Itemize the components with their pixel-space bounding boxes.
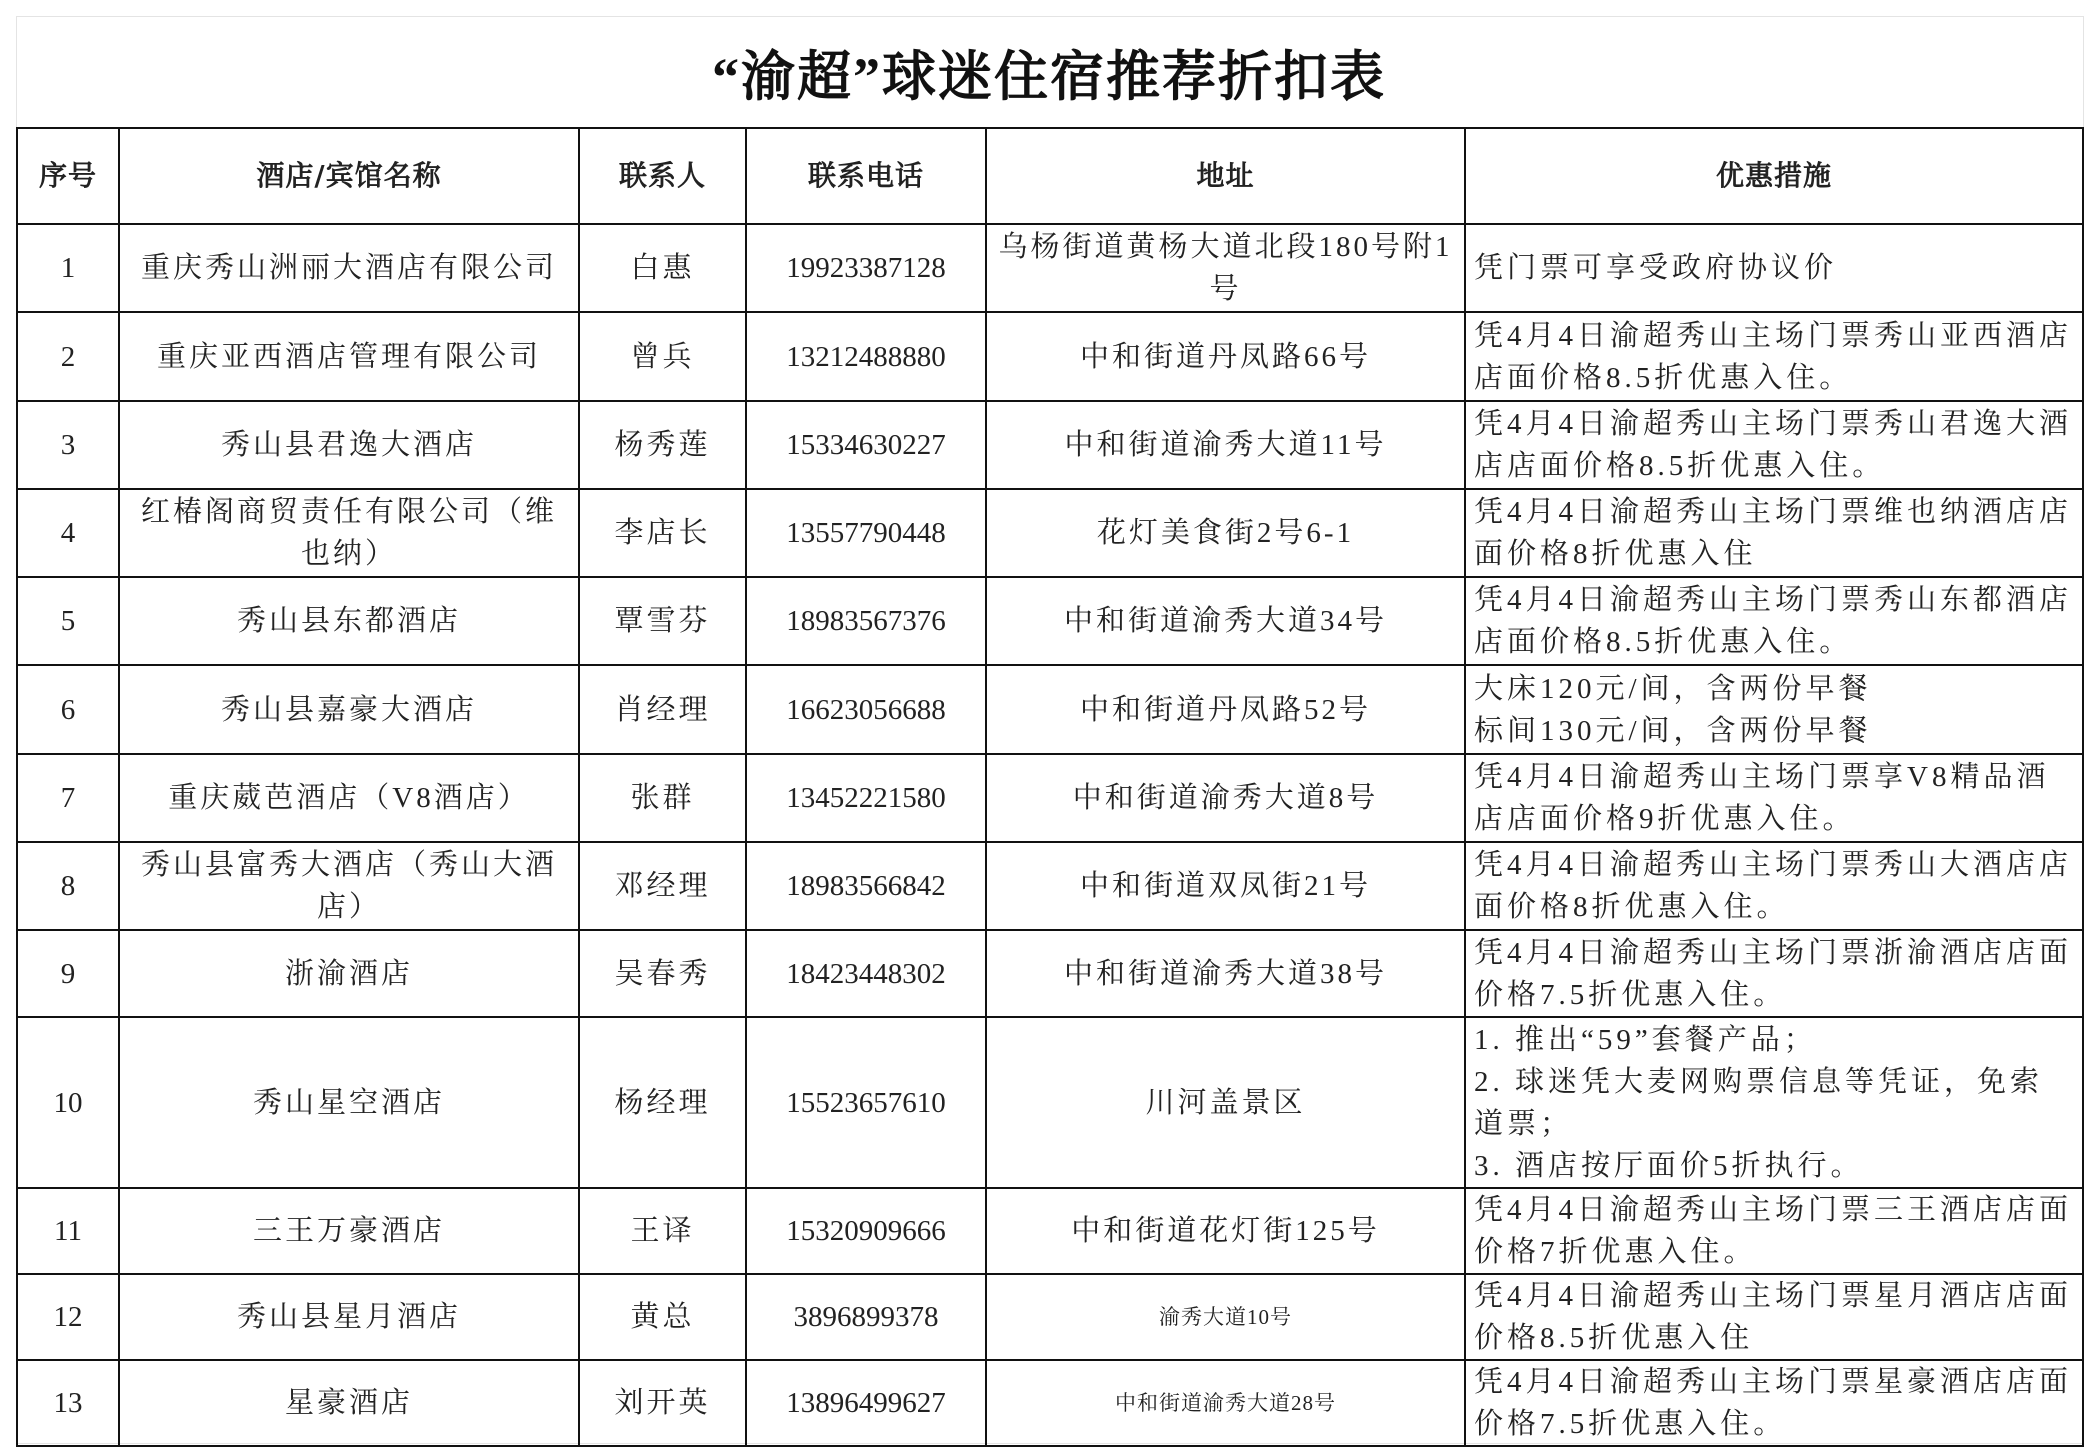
table-row (17, 489, 2083, 577)
contact-person: 白惠 (579, 224, 746, 312)
row-number: 6 (17, 665, 119, 754)
hotel-name: 星豪酒店 (119, 1360, 579, 1446)
discount-line: 凭4月4日渝超秀山主场门票星豪酒店店面价格7.5折优惠入住。 (1474, 1366, 2073, 1440)
contact-person: 邓经理 (579, 842, 746, 930)
table-row (17, 1274, 2083, 1360)
row-number: 7 (17, 754, 119, 842)
discount-line: 凭4月4日渝超秀山主场门票星月酒店店面价格8.5折优惠入住 (1474, 1280, 2073, 1354)
hotel-name: 秀山县富秀大酒店（秀山大酒店） (119, 842, 579, 930)
discount-measures (1465, 930, 2083, 1017)
phone-number: 15320909666 (746, 1188, 986, 1274)
discount-line: 3. 酒店按厅面价5折执行。 (1474, 1149, 1864, 1182)
row-number: 12 (17, 1274, 119, 1360)
address: 中和街道渝秀大道11号 (986, 401, 1465, 489)
phone-number: 13896499627 (746, 1360, 986, 1446)
contact-person: 张群 (579, 754, 746, 842)
phone-number: 13557790448 (746, 489, 986, 577)
discount-measures (1465, 754, 2083, 842)
contact-person: 刘开英 (579, 1360, 746, 1446)
header-no: 序号 (17, 128, 119, 224)
address: 川河盖景区 (986, 1017, 1465, 1188)
address: 中和街道渝秀大道34号 (986, 577, 1465, 665)
hotel-name: 秀山县东都酒店 (119, 577, 579, 665)
hotel-name: 秀山县嘉豪大酒店 (119, 665, 579, 754)
phone-number: 15523657610 (746, 1017, 986, 1188)
hotel-name: 重庆亚西酒店管理有限公司 (119, 312, 579, 401)
phone-number: 13452221580 (746, 754, 986, 842)
table-row (17, 1017, 2083, 1188)
header-discount: 优惠措施 (1465, 128, 2083, 224)
table-row (17, 930, 2083, 1017)
discount-line: 凭4月4日渝超秀山主场门票维也纳酒店店面价格8折优惠入住 (1474, 496, 2073, 570)
address: 中和街道渝秀大道38号 (986, 930, 1465, 1017)
discount-line: 凭4月4日渝超秀山主场门票秀山大酒店店面价格8折优惠入住。 (1474, 849, 2073, 923)
address: 花灯美食街2号6-1 (986, 489, 1465, 577)
discount-line: 凭门票可享受政府协议价 (1474, 252, 1838, 284)
row-number: 10 (17, 1017, 119, 1188)
discount-measures (1465, 1188, 2083, 1274)
phone-number: 3896899378 (746, 1274, 986, 1360)
table-row (17, 401, 2083, 489)
discount-measures (1465, 401, 2083, 489)
address: 乌杨街道黄杨大道北段180号附1号 (986, 224, 1465, 312)
hotel-discount-table (16, 127, 2084, 1447)
hotel-name: 秀山星空酒店 (119, 1017, 579, 1188)
table-row (17, 665, 2083, 754)
hotel-name: 秀山县星月酒店 (119, 1274, 579, 1360)
address: 中和街道丹凤路66号 (986, 312, 1465, 401)
discount-measures (1465, 665, 2083, 754)
contact-person: 黄总 (579, 1274, 746, 1360)
contact-person: 李店长 (579, 489, 746, 577)
discount-line: 标间130元/间，含两份早餐 (1474, 714, 1872, 747)
hotel-name: 重庆秀山洲丽大酒店有限公司 (119, 224, 579, 312)
discount-measures (1465, 1017, 2083, 1188)
table-row (17, 1188, 2083, 1274)
phone-number: 15334630227 (746, 401, 986, 489)
table-row (17, 224, 2083, 312)
contact-person: 肖经理 (579, 665, 746, 754)
table-row (17, 754, 2083, 842)
discount-line: 大床120元/间，含两份早餐 (1474, 672, 1872, 705)
row-number: 11 (17, 1188, 119, 1274)
phone-number: 18983566842 (746, 842, 986, 930)
hotel-name: 红椿阁商贸责任有限公司（维也纳） (119, 489, 579, 577)
discount-measures (1465, 577, 2083, 665)
header-phone: 联系电话 (746, 128, 986, 224)
address: 中和街道双凤街21号 (986, 842, 1465, 930)
page-title: “渝超”球迷住宿推荐折扣表 (712, 46, 1386, 107)
contact-person: 杨秀莲 (579, 401, 746, 489)
hotel-name: 秀山县君逸大酒店 (119, 401, 579, 489)
table-row (17, 1360, 2083, 1446)
table-row (17, 312, 2083, 401)
discount-measures (1465, 489, 2083, 577)
discount-measures (1465, 224, 2083, 312)
discount-line: 凭4月4日渝超秀山主场门票享V8精品酒店店面价格9折优惠入住。 (1474, 761, 2050, 835)
address: 中和街道渝秀大道28号 (986, 1360, 1465, 1446)
row-number: 5 (17, 577, 119, 665)
header-hotel-name: 酒店/宾馆名称 (119, 128, 579, 224)
row-number: 1 (17, 224, 119, 312)
contact-person: 王译 (579, 1188, 746, 1274)
hotel-name: 三王万豪酒店 (119, 1188, 579, 1274)
address: 中和街道花灯街125号 (986, 1188, 1465, 1274)
row-number: 8 (17, 842, 119, 930)
row-number: 9 (17, 930, 119, 1017)
table-row (17, 842, 2083, 930)
contact-person: 曾兵 (579, 312, 746, 401)
discount-line: 1. 推出“59”套餐产品； (1474, 1023, 1817, 1056)
discount-line: 凭4月4日渝超秀山主场门票秀山君逸大酒店店面价格8.5折优惠入住。 (1474, 408, 2073, 482)
address: 渝秀大道10号 (986, 1274, 1465, 1360)
discount-line: 凭4月4日渝超秀山主场门票浙渝酒店店面价格7.5折优惠入住。 (1474, 936, 2073, 1011)
row-number: 13 (17, 1360, 119, 1446)
phone-number: 16623056688 (746, 665, 986, 754)
contact-person: 覃雪芬 (579, 577, 746, 665)
phone-number: 13212488880 (746, 312, 986, 401)
row-number: 4 (17, 489, 119, 577)
row-number: 2 (17, 312, 119, 401)
phone-number: 18423448302 (746, 930, 986, 1017)
address: 中和街道渝秀大道8号 (986, 754, 1465, 842)
address: 中和街道丹凤路52号 (986, 665, 1465, 754)
table-header-row (17, 128, 2083, 224)
table-row (17, 577, 2083, 665)
discount-measures (1465, 1274, 2083, 1360)
header-contact: 联系人 (579, 128, 746, 224)
hotel-name: 重庆葳芭酒店（V8酒店） (119, 754, 579, 842)
phone-number: 19923387128 (746, 224, 986, 312)
discount-line: 2. 球迷凭大麦网购票信息等凭证，免索道票； (1474, 1065, 2044, 1140)
discount-measures (1465, 312, 2083, 401)
discount-measures (1465, 1360, 2083, 1446)
discount-line: 凭4月4日渝超秀山主场门票三王酒店店面价格7折优惠入住。 (1474, 1194, 2073, 1268)
row-number: 3 (17, 401, 119, 489)
header-address: 地址 (986, 128, 1465, 224)
discount-line: 凭4月4日渝超秀山主场门票秀山东都酒店店面价格8.5折优惠入住。 (1474, 584, 2073, 658)
discount-line: 凭4月4日渝超秀山主场门票秀山亚西酒店店面价格8.5折优惠入住。 (1474, 319, 2073, 394)
discount-measures (1465, 842, 2083, 930)
phone-number: 18983567376 (746, 577, 986, 665)
contact-person: 吴春秀 (579, 930, 746, 1017)
hotel-name: 浙渝酒店 (119, 930, 579, 1017)
contact-person: 杨经理 (579, 1017, 746, 1188)
